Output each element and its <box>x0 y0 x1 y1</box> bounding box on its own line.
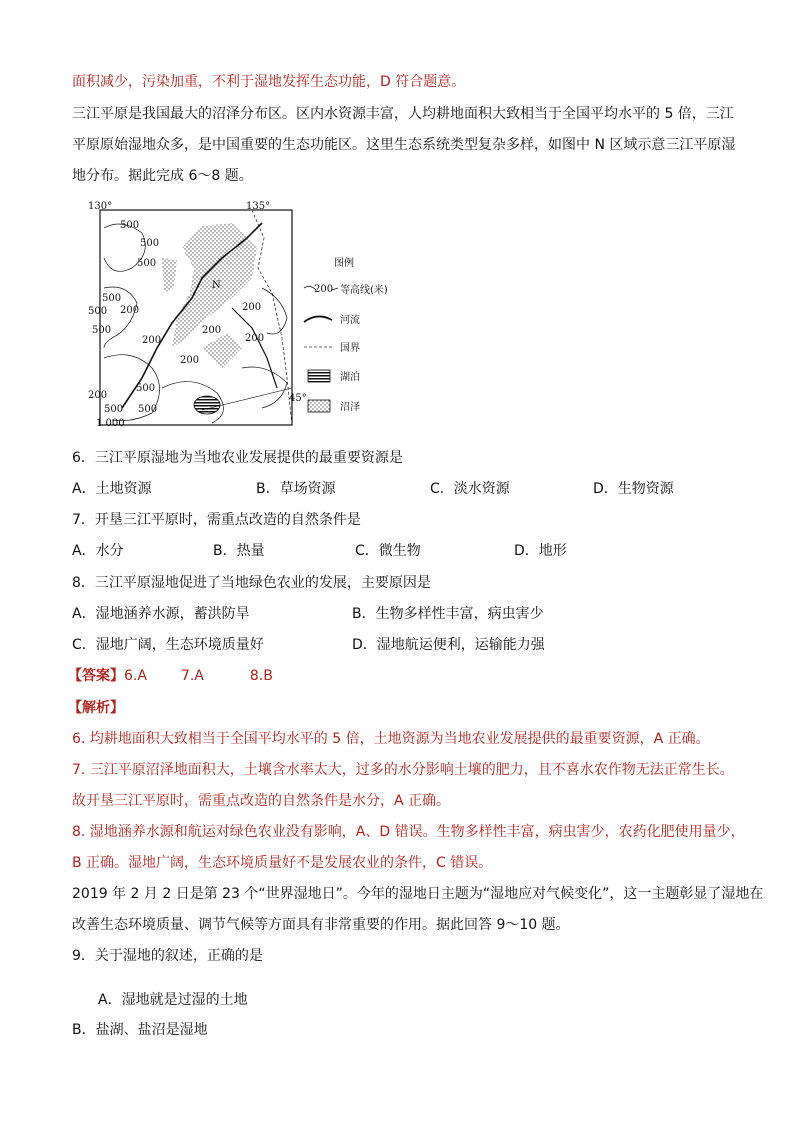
analysis-8: 8. 湿地涵养水源和航运对绿色农业没有影响，A、D 错误。生物多样性丰富，病虫害少，农药化肥使用量少， <box>72 824 745 840</box>
legend-river-label: 河流 <box>340 315 360 326</box>
contour-label: 200 <box>202 325 222 336</box>
contour-label: 500 <box>138 404 158 415</box>
question-8-option-d[interactable]: D．湿地航运便利，运输能力强 <box>352 637 545 653</box>
lat-label-45: 45° <box>289 393 307 404</box>
question-7-stem: 7．开垦三江平原时，需重点改造的自然条件是 <box>72 512 361 528</box>
question-8-option-a[interactable]: A．湿地涵养水源，蓄洪防旱 <box>72 606 250 622</box>
intro-end: 面积减少，污染加重，不利于湿地发挥生态功能，D 符合题意。 <box>72 74 466 90</box>
analysis-6: 6. 均耕地面积大致相当于全国平均水平的 5 倍，土地资源为当地农业发展提供的最重要资源，A 正确。 <box>72 731 710 747</box>
region-label-n: N <box>212 280 221 291</box>
legend-contour <box>304 283 388 296</box>
contour-label: 500 <box>140 238 160 249</box>
contour-label: 1 000 <box>96 418 125 429</box>
question-9-option-a[interactable]: A．湿地就是过湿的土地 <box>98 992 248 1008</box>
answer-6: 6.A <box>124 668 147 684</box>
question-7-option-c[interactable]: C．微生物 <box>355 543 421 559</box>
question-8-option-b[interactable]: B．生物多样性丰富，病虫害少 <box>352 606 544 622</box>
analysis-8-cont: B 正确。湿地广阔，生态环境质量好不是发展农业的条件，C 错误。 <box>72 855 493 871</box>
question-6-stem: 6．三江平原湿地为当地农业发展提供的最重要资源是 <box>72 450 403 466</box>
question-6-option-b[interactable]: B．草场资源 <box>256 481 336 497</box>
lake <box>194 396 220 414</box>
legend-swamp-label: 沼泽 <box>340 402 360 413</box>
legend-title: 图例 <box>334 258 354 269</box>
swamp-icon <box>308 400 330 412</box>
answer-line <box>68 666 273 686</box>
answer-8: 8.B <box>249 668 273 684</box>
lon-label-130: 130° <box>88 201 113 212</box>
legend-border-label: 国界 <box>340 343 360 354</box>
swamp-area-south <box>202 333 242 368</box>
lon-label-135: 135° <box>246 201 271 212</box>
legend-contour-label: 等高线(米) <box>340 285 388 296</box>
analysis-label: 【解析】 <box>68 700 124 716</box>
question-7-option-a[interactable]: A．水分 <box>72 543 124 559</box>
passage-1-line-3: 地分布。据此完成 6～8 题。 <box>72 168 253 184</box>
question-9-stem: 9．关于湿地的叙述，正确的是 <box>72 948 263 964</box>
lake-icon <box>308 370 330 382</box>
passage-2-line-1: 2019 年 2 月 2 日是第 23 个“世界湿地日”。今年的湿地日主题为“湿地应对气候变化”，这一主题彰显了湿地在 <box>72 886 764 902</box>
question-6-option-a[interactable]: A．土地资源 <box>72 481 152 497</box>
contour-label: 500 <box>136 383 156 394</box>
question-8-option-c[interactable]: C．湿地广阔，生态环境质量好 <box>72 637 264 653</box>
legend-contour-sample: 200 <box>314 284 334 295</box>
question-7-option-b[interactable]: B．热量 <box>213 543 265 559</box>
river-icon <box>304 316 332 322</box>
analysis-7-cont: 故开垦三江平原时，需重点改造的自然条件是水分，A 正确。 <box>72 793 451 809</box>
legend-lake-label: 湖泊 <box>340 372 360 383</box>
contour-label: 200 <box>242 302 262 313</box>
contour-label: 500 <box>102 293 122 304</box>
answer-7: 7.A <box>180 668 204 684</box>
question-6-option-c[interactable]: C．淡水资源 <box>430 481 510 497</box>
contour-5 <box>262 288 287 334</box>
legend-border <box>304 342 360 354</box>
analysis-7: 7. 三江平原沼泽地面积大，土壤含水率太大，过多的水分影响土壤的肥力，且不喜水农作物无法正常生长。 <box>72 762 734 778</box>
passage-2-line-2: 改善生态环境质量、调节气候等方面具有非常重要的作用。据此回答 9～10 题。 <box>72 917 570 933</box>
passage-1-line-2: 平原原始湿地众多，是中国重要的生态功能区。这里生态系统类型复杂多样，如图中 N 区域示意三江平原湿 <box>72 137 736 153</box>
contour-label: 500 <box>120 220 140 231</box>
answer-label: 【答案】 <box>68 668 124 684</box>
legend-lake <box>308 370 360 383</box>
contour-label: 200 <box>245 333 265 344</box>
question-6-option-d[interactable]: D．生物资源 <box>593 481 674 497</box>
question-8-stem: 8．三江平原湿地促进了当地绿色农业的发展，主要原因是 <box>72 575 431 591</box>
contour-label: 500 <box>92 325 112 336</box>
contour-label: 500 <box>137 258 157 269</box>
contour-label: 200 <box>142 335 162 346</box>
question-7-option-d[interactable]: D．地形 <box>514 543 567 559</box>
passage-1-line-1: 三江平原是我国最大的沼泽分布区。区内水资源丰富，人均耕地面积大致相当于全国平均水平的 5 倍，三江 <box>72 106 734 122</box>
contour-label: 200 <box>88 390 108 401</box>
contour-label: 200 <box>180 355 200 366</box>
legend-swamp <box>308 400 360 413</box>
contour-label: 500 <box>104 404 124 415</box>
sanjiang-plain-map <box>82 198 402 433</box>
legend-river <box>304 313 360 326</box>
contour-6 <box>242 367 287 408</box>
contour-label: 200 <box>120 305 140 316</box>
question-9-option-b[interactable]: B．盐湖、盐沼是湿地 <box>72 1022 208 1038</box>
swamp-area-west <box>162 258 177 293</box>
contour-label: 500 <box>88 306 108 317</box>
